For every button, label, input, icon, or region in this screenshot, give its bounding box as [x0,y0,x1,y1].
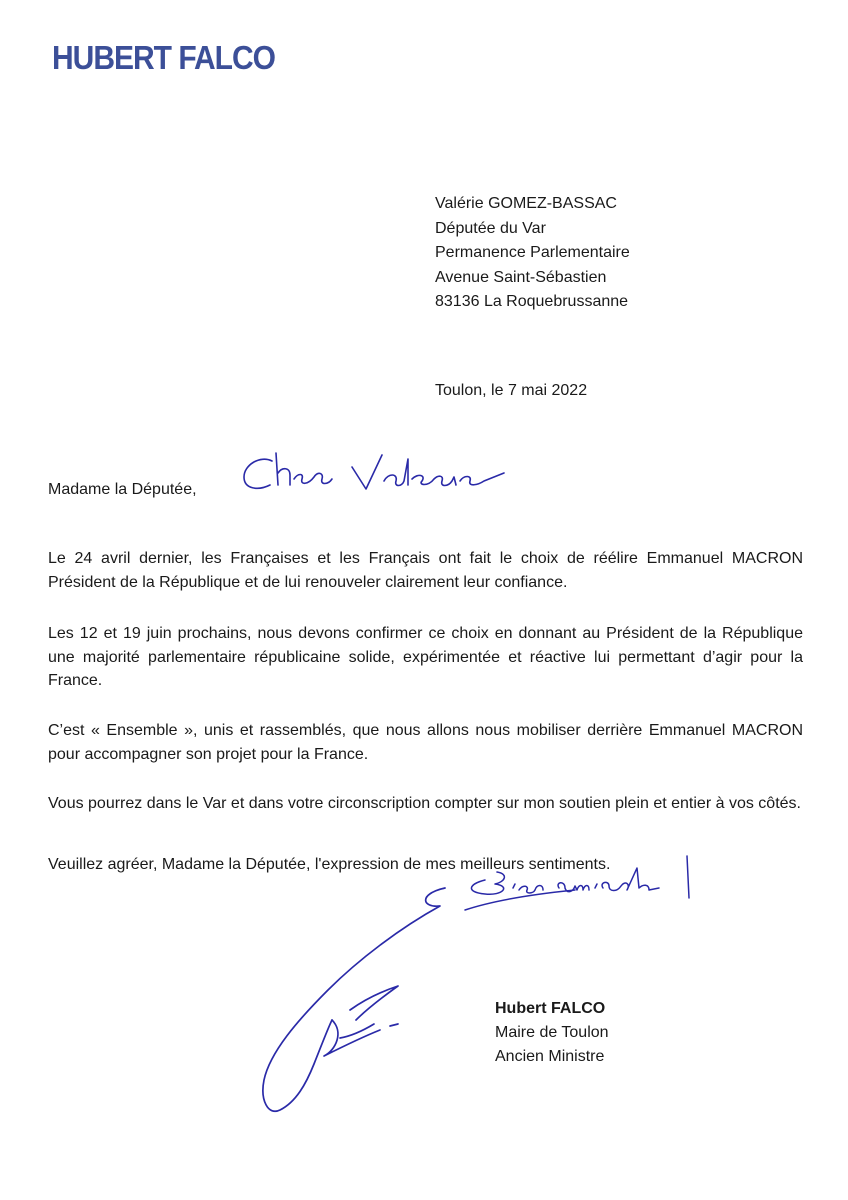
handwritten-signature [240,880,510,1125]
signatory-block [495,997,609,1069]
letter-date: Toulon, le 7 mai 2022 [435,382,588,399]
body-paragraph: C’est « Ensemble », unis et rassemblés, que nous allons nous mobiliser derrière Emmanuel MACRON pour accompagner son projet pour la France. [48,722,803,763]
recipient-address [435,192,630,315]
letterhead-logo: HUBERT FALCO [52,40,275,77]
recipient-line: 83136 La Roquebrussanne [435,293,629,310]
recipient-line: Avenue Saint-Sébastien [435,268,607,286]
body-paragraph: Les 12 et 19 juin prochains, nous devons confirmer ce choix en donnant au Président de la République une majorité parlementaire républicaine solide, expérimentée et réactive lui permettant d’agir pour la France. [48,625,803,689]
body-paragraph: Vous pourrez dans le Var et dans votre circonscription compter sur mon soutien plein et entier à vos côtés. [48,795,801,812]
signatory-title: Maire de Toulon [495,1024,609,1041]
signatory-subtitle: Ancien Ministre [495,1048,605,1065]
salutation: Madame la Députée, [48,481,197,498]
recipient-line: Valérie GOMEZ-BASSAC [435,195,617,212]
closing-formula: Veuillez agréer, Madame la Députée, l'expression de mes meilleurs sentiments. [48,856,611,873]
body-paragraph: Le 24 avril dernier, les Françaises et les Français ont fait le choix de réélire Emmanuel MACRON Président de la République et de lui renouveler clairement leur confiance. [48,550,803,591]
recipient-line: Députée du Var [435,219,546,237]
recipient-line: Permanence Parlementaire [435,244,630,261]
signatory-name: Hubert FALCO [495,1000,606,1017]
handwritten-greeting [232,447,522,507]
